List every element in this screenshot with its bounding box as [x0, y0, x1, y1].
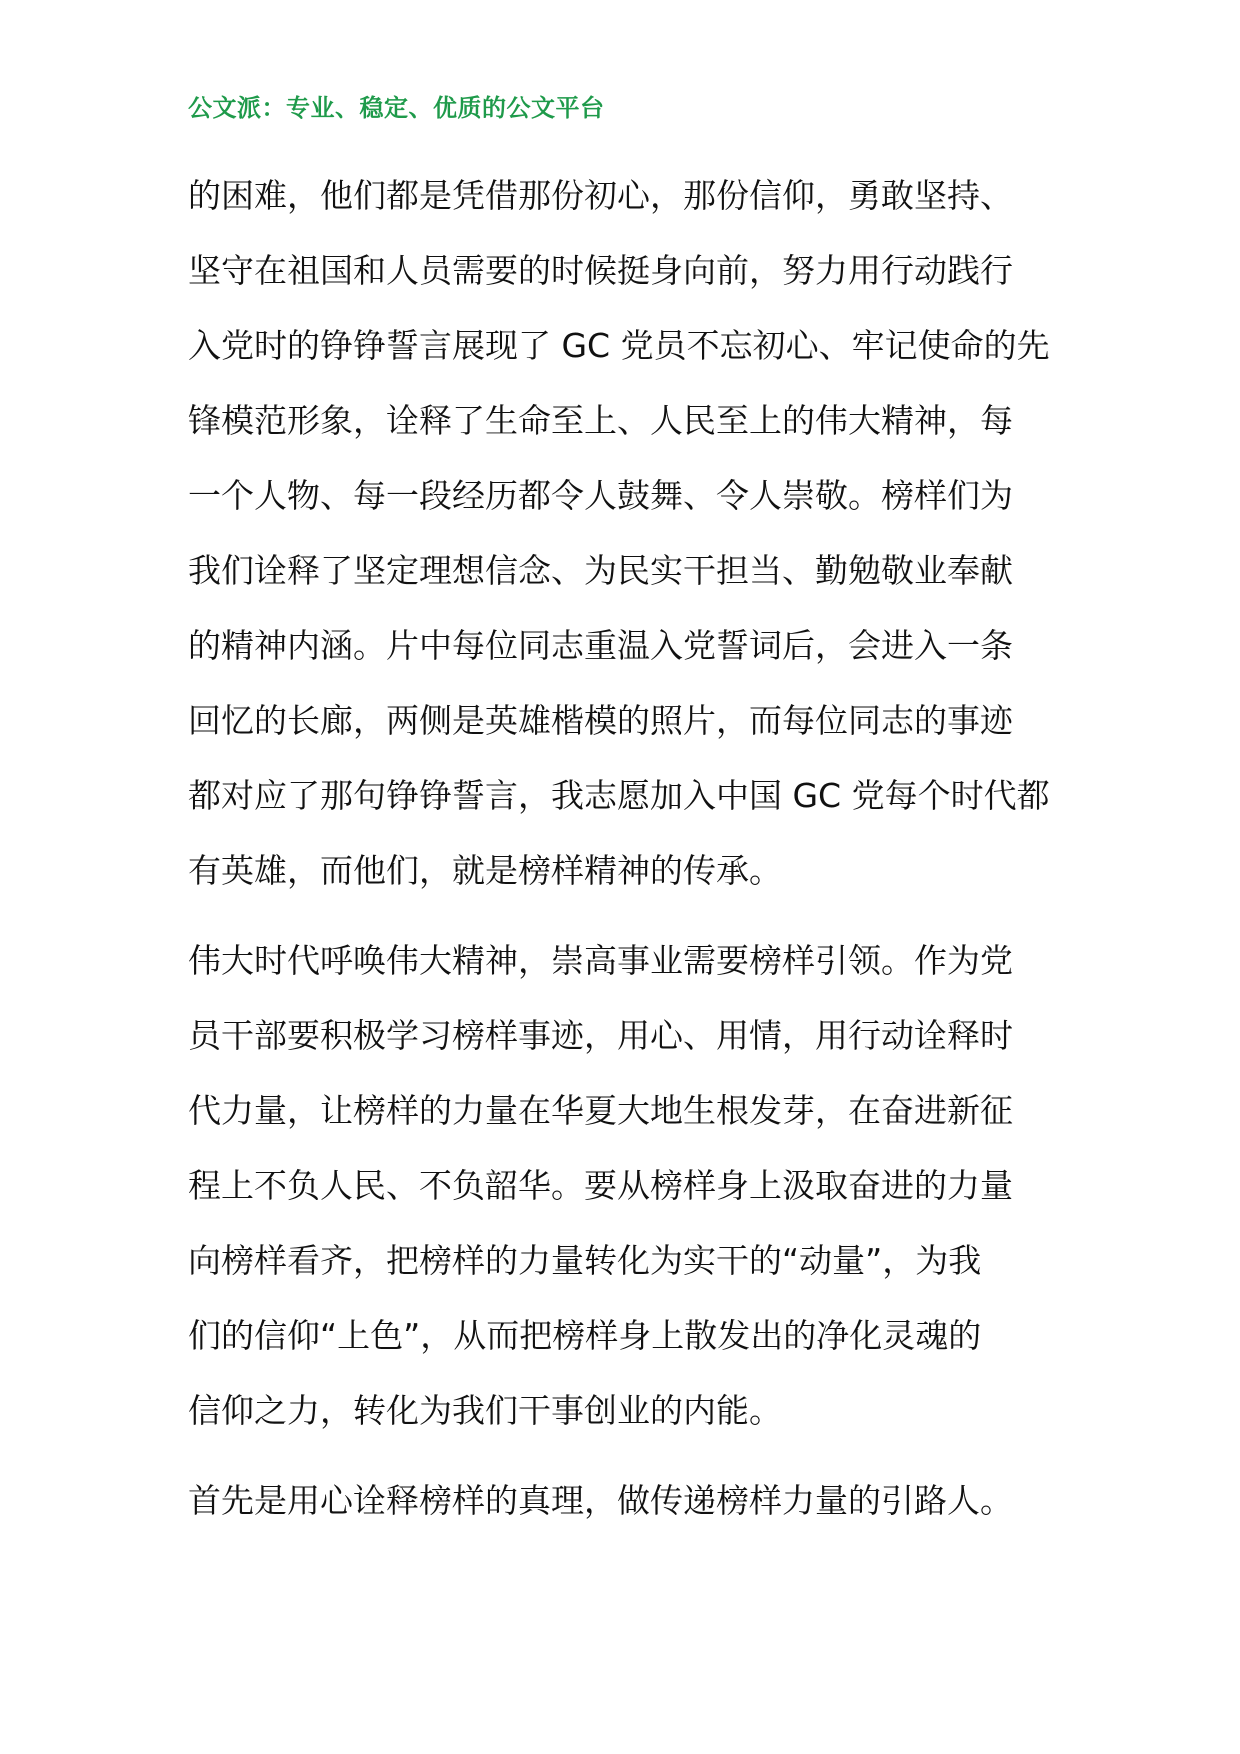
- text-line: 回忆的长廊，两侧是英雄楷模的照片，而每位同志的事迹: [188, 701, 1013, 740]
- text-line: 我们诠释了坚定理想信念、为民实干担当、勤勉敬业奉献: [188, 551, 1013, 590]
- text-line: 伟大时代呼唤伟大精神，崇高事业需要榜样引领。作为党: [188, 941, 1013, 980]
- text-line: 向榜样看齐，把榜样的力量转化为实干的“动量”，为我: [188, 1241, 982, 1280]
- text-line: 的精神内涵。片中每位同志重温入党誓词后，会进入一条: [188, 626, 1013, 665]
- text-line: 有英雄，而他们，就是榜样精神的传承。: [188, 851, 782, 890]
- paragraph: [188, 172, 1058, 922]
- text-line: 们的信仰“上色”，从而把榜样身上散发出的净化灵魂的: [188, 1316, 982, 1355]
- text-line: 首先是用心诠释榜样的真理，做传递榜样力量的引路人。: [188, 1481, 1013, 1520]
- text-line: 员干部要积极学习榜样事迹，用心、用情，用行动诠释时: [188, 1016, 1013, 1055]
- text-line: 一个人物、每一段经历都令人鼓舞、令人崇敬。榜样们为: [188, 476, 1013, 515]
- document-body: [188, 172, 1058, 1552]
- text-line: 的困难，他们都是凭借那份初心，那份信仰，勇敢坚持、: [188, 176, 1013, 215]
- site-header-banner: 公文派：专业、稳定、优质的公文平台: [188, 93, 605, 122]
- text-line: 都对应了那句铮铮誓言，我志愿加入中国 GC 党每个时代都: [188, 776, 1050, 815]
- text-line: 锋模范形象，诠释了生命至上、人民至上的伟大精神，每: [188, 401, 1013, 440]
- paragraph: [188, 937, 1058, 1462]
- text-line: 入党时的铮铮誓言展现了 GC 党员不忘初心、牢记使命的先: [188, 326, 1050, 365]
- text-line: 坚守在祖国和人员需要的时候挺身向前，努力用行动践行: [188, 251, 1013, 290]
- paragraph: [188, 1477, 1058, 1552]
- text-line: 程上不负人民、不负韶华。要从榜样身上汲取奋进的力量: [188, 1166, 1013, 1205]
- paragraph-spacer: [188, 922, 1058, 937]
- paragraph-spacer: [188, 1462, 1058, 1477]
- text-line: 信仰之力，转化为我们干事创业的内能。: [188, 1391, 782, 1430]
- text-line: 代力量，让榜样的力量在华夏大地生根发芽，在奋进新征: [188, 1091, 1013, 1130]
